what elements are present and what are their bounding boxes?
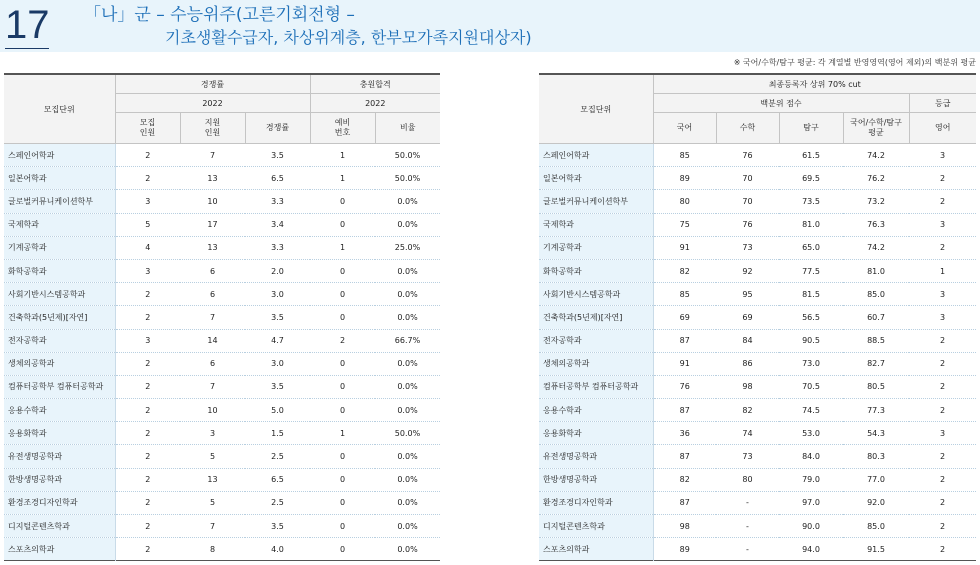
cell-kor: 91	[653, 236, 716, 259]
cell-wait: 0	[310, 352, 375, 375]
dept-header: 모집단위	[4, 74, 115, 144]
cell-inq: 70.5	[779, 375, 843, 398]
cell-wait: 0	[310, 283, 375, 306]
cell-kor: 87	[653, 445, 716, 468]
dept-name: 스포츠의학과	[539, 538, 653, 561]
table-row	[539, 329, 976, 352]
cell-math: 73	[716, 445, 779, 468]
cell-recruit: 4	[115, 236, 180, 259]
cell-math: 92	[716, 259, 779, 282]
group-competition: 경쟁률	[115, 74, 310, 94]
cell-apply: 6	[180, 352, 245, 375]
cell-ratio: 0.0%	[375, 445, 440, 468]
cell-kor: 82	[653, 468, 716, 491]
table-row	[4, 144, 440, 167]
table-row	[539, 144, 976, 167]
cell-ratio: 50.0%	[375, 167, 440, 190]
cell-avg: 80.3	[843, 445, 909, 468]
cell-inq: 74.5	[779, 399, 843, 422]
cell-avg: 76.2	[843, 167, 909, 190]
cell-math: 86	[716, 352, 779, 375]
cell-kor: 91	[653, 352, 716, 375]
cell-ratio: 0.0%	[375, 259, 440, 282]
cell-inq: 90.5	[779, 329, 843, 352]
cell-recruit: 2	[115, 306, 180, 329]
cell-kor: 98	[653, 515, 716, 538]
cell-math: -	[716, 515, 779, 538]
dept-name: 한방생명공학과	[4, 468, 115, 491]
table-row	[539, 259, 976, 282]
cell-eng: 2	[909, 538, 976, 561]
cell-math: -	[716, 538, 779, 561]
cell-rate: 4.7	[245, 329, 310, 352]
cell-ratio: 0.0%	[375, 283, 440, 306]
cell-eng: 2	[909, 468, 976, 491]
cell-inq: 65.0	[779, 236, 843, 259]
col-recruit: 모집 인원	[115, 113, 180, 144]
cell-apply: 6	[180, 283, 245, 306]
table-row	[539, 167, 976, 190]
cell-ratio: 25.0%	[375, 236, 440, 259]
col-average: 국어/수학/탐구 평균	[843, 113, 909, 144]
cell-wait: 0	[310, 445, 375, 468]
cell-rate: 3.5	[245, 375, 310, 398]
cell-ratio: 0.0%	[375, 399, 440, 422]
cell-wait: 0	[310, 399, 375, 422]
cell-rate: 4.0	[245, 538, 310, 561]
table-row	[539, 422, 976, 445]
col-korean: 국어	[653, 113, 716, 144]
dept-name: 일본어학과	[539, 167, 653, 190]
cell-recruit: 2	[115, 283, 180, 306]
group-top70-cut: 최종등록자 상위 70% cut	[653, 74, 976, 94]
cell-eng: 2	[909, 445, 976, 468]
dept-name: 전자공학과	[539, 329, 653, 352]
cell-kor: 85	[653, 144, 716, 167]
dept-name: 컴퓨터공학부 컴퓨터공학과	[539, 375, 653, 398]
table-row	[4, 329, 440, 352]
cell-inq: 90.0	[779, 515, 843, 538]
dept-name: 기계공학과	[4, 236, 115, 259]
cell-avg: 92.0	[843, 491, 909, 514]
table-row	[4, 306, 440, 329]
table-row	[4, 538, 440, 561]
dept-name: 스페인어학과	[4, 144, 115, 167]
cell-wait: 0	[310, 259, 375, 282]
sub-grade: 등급	[909, 94, 976, 113]
group-additional-admission: 충원합격	[310, 74, 440, 94]
cell-eng: 2	[909, 515, 976, 538]
table-row	[4, 213, 440, 236]
cell-avg: 91.5	[843, 538, 909, 561]
cell-rate: 6.5	[245, 468, 310, 491]
cell-math: 76	[716, 213, 779, 236]
table-row	[4, 491, 440, 514]
cell-recruit: 2	[115, 445, 180, 468]
cell-avg: 74.2	[843, 236, 909, 259]
cell-apply: 13	[180, 236, 245, 259]
dept-name: 국제학과	[539, 213, 653, 236]
table-row	[539, 352, 976, 375]
cell-rate: 3.5	[245, 306, 310, 329]
cell-wait: 0	[310, 468, 375, 491]
cell-kor: 89	[653, 167, 716, 190]
cell-inq: 69.5	[779, 167, 843, 190]
cell-kor: 85	[653, 283, 716, 306]
cell-avg: 82.7	[843, 352, 909, 375]
table-row	[539, 190, 976, 213]
cell-wait: 2	[310, 329, 375, 352]
table-row	[4, 236, 440, 259]
cell-wait: 1	[310, 144, 375, 167]
cell-eng: 2	[909, 352, 976, 375]
cell-ratio: 66.7%	[375, 329, 440, 352]
table-row	[4, 468, 440, 491]
cell-inq: 73.0	[779, 352, 843, 375]
cell-eng: 2	[909, 491, 976, 514]
col-math: 수학	[716, 113, 779, 144]
dept-name: 화학공학과	[539, 259, 653, 282]
cell-eng: 3	[909, 306, 976, 329]
cell-rate: 2.5	[245, 491, 310, 514]
cell-avg: 54.3	[843, 422, 909, 445]
cell-math: 82	[716, 399, 779, 422]
cell-math: 70	[716, 167, 779, 190]
cell-kor: 89	[653, 538, 716, 561]
dept-name: 응용화학과	[539, 422, 653, 445]
cell-wait: 0	[310, 538, 375, 561]
dept-name: 생체의공학과	[539, 352, 653, 375]
cell-math: 70	[716, 190, 779, 213]
dept-name: 디지털콘텐츠학과	[4, 515, 115, 538]
cell-eng: 3	[909, 144, 976, 167]
cell-eng: 2	[909, 190, 976, 213]
cell-inq: 56.5	[779, 306, 843, 329]
cell-recruit: 2	[115, 468, 180, 491]
cell-ratio: 0.0%	[375, 468, 440, 491]
cell-ratio: 0.0%	[375, 306, 440, 329]
cell-inq: 77.5	[779, 259, 843, 282]
cell-wait: 1	[310, 236, 375, 259]
cell-rate: 3.0	[245, 352, 310, 375]
cell-avg: 80.5	[843, 375, 909, 398]
cell-apply: 7	[180, 375, 245, 398]
cell-recruit: 2	[115, 491, 180, 514]
col-ratio: 비율	[375, 113, 440, 144]
table-row	[4, 375, 440, 398]
cell-recruit: 3	[115, 190, 180, 213]
cell-math: -	[716, 491, 779, 514]
table-row	[539, 515, 976, 538]
cell-inq: 81.5	[779, 283, 843, 306]
dept-name: 응용화학과	[4, 422, 115, 445]
cell-apply: 7	[180, 306, 245, 329]
cell-avg: 60.7	[843, 306, 909, 329]
cell-apply: 5	[180, 491, 245, 514]
cell-rate: 3.4	[245, 213, 310, 236]
page-header	[0, 0, 980, 52]
cell-wait: 1	[310, 167, 375, 190]
cell-wait: 1	[310, 422, 375, 445]
table-row	[539, 538, 976, 561]
table-row	[539, 283, 976, 306]
cell-eng: 2	[909, 375, 976, 398]
cell-avg: 85.0	[843, 515, 909, 538]
page-number: 17	[5, 3, 50, 47]
cell-math: 76	[716, 144, 779, 167]
dept-name: 한방생명공학과	[539, 468, 653, 491]
cell-ratio: 0.0%	[375, 515, 440, 538]
table-row	[4, 399, 440, 422]
cell-eng: 1	[909, 259, 976, 282]
dept-name: 스포츠의학과	[4, 538, 115, 561]
cell-avg: 77.0	[843, 468, 909, 491]
cell-rate: 2.5	[245, 445, 310, 468]
dept-name: 유전생명공학과	[539, 445, 653, 468]
dept-name: 컴퓨터공학부 컴퓨터공학과	[4, 375, 115, 398]
page-title-line2: 기초생활수급자, 차상위계층, 한부모가족지원대상자)	[165, 28, 532, 47]
cell-inq: 53.0	[779, 422, 843, 445]
table-row	[4, 167, 440, 190]
cell-kor: 36	[653, 422, 716, 445]
cell-recruit: 2	[115, 538, 180, 561]
cell-recruit: 2	[115, 167, 180, 190]
cell-kor: 76	[653, 375, 716, 398]
table-row	[4, 422, 440, 445]
cell-avg: 74.2	[843, 144, 909, 167]
cell-ratio: 0.0%	[375, 213, 440, 236]
cell-avg: 81.0	[843, 259, 909, 282]
cell-kor: 87	[653, 491, 716, 514]
year-competition: 2022	[115, 94, 310, 113]
table-row	[4, 283, 440, 306]
cell-apply: 8	[180, 538, 245, 561]
cell-apply: 7	[180, 144, 245, 167]
cell-math: 95	[716, 283, 779, 306]
cell-eng: 3	[909, 422, 976, 445]
cell-eng: 3	[909, 283, 976, 306]
cell-ratio: 0.0%	[375, 352, 440, 375]
cell-kor: 87	[653, 399, 716, 422]
cell-apply: 5	[180, 445, 245, 468]
cell-rate: 3.3	[245, 236, 310, 259]
cell-rate: 5.0	[245, 399, 310, 422]
cell-rate: 6.5	[245, 167, 310, 190]
table-row	[4, 445, 440, 468]
table-row	[539, 375, 976, 398]
table-row	[4, 515, 440, 538]
col-waitlist: 예비 번호	[310, 113, 375, 144]
cell-math: 74	[716, 422, 779, 445]
score-cut-table	[539, 73, 976, 561]
cell-recruit: 3	[115, 259, 180, 282]
cell-ratio: 0.0%	[375, 491, 440, 514]
table-row	[4, 190, 440, 213]
dept-name: 생체의공학과	[4, 352, 115, 375]
cell-inq: 61.5	[779, 144, 843, 167]
year-additional: 2022	[310, 94, 440, 113]
cell-wait: 0	[310, 190, 375, 213]
dept-name: 사회기반시스템공학과	[539, 283, 653, 306]
table-row	[539, 213, 976, 236]
col-apply: 지원 인원	[180, 113, 245, 144]
cell-kor: 80	[653, 190, 716, 213]
dept-header: 모집단위	[539, 74, 653, 144]
cell-recruit: 2	[115, 515, 180, 538]
cell-inq: 97.0	[779, 491, 843, 514]
table-row	[539, 399, 976, 422]
dept-name: 화학공학과	[4, 259, 115, 282]
competition-table	[4, 73, 440, 561]
cell-ratio: 50.0%	[375, 422, 440, 445]
cell-recruit: 3	[115, 329, 180, 352]
table-row	[539, 306, 976, 329]
cell-math: 69	[716, 306, 779, 329]
cell-rate: 3.5	[245, 515, 310, 538]
cell-recruit: 2	[115, 352, 180, 375]
cell-wait: 0	[310, 491, 375, 514]
cell-recruit: 2	[115, 399, 180, 422]
table-row	[539, 468, 976, 491]
dept-name: 응용수학과	[4, 399, 115, 422]
dept-name: 스페인어학과	[539, 144, 653, 167]
table-row	[4, 352, 440, 375]
cell-recruit: 2	[115, 422, 180, 445]
cell-inq: 79.0	[779, 468, 843, 491]
cell-inq: 73.5	[779, 190, 843, 213]
sub-percentile: 백분위 점수	[653, 94, 909, 113]
dept-name: 전자공학과	[4, 329, 115, 352]
cell-rate: 1.5	[245, 422, 310, 445]
cell-ratio: 0.0%	[375, 190, 440, 213]
cell-avg: 73.2	[843, 190, 909, 213]
cell-apply: 3	[180, 422, 245, 445]
cell-apply: 14	[180, 329, 245, 352]
table-row	[4, 259, 440, 282]
cell-recruit: 5	[115, 213, 180, 236]
col-rate: 경쟁률	[245, 113, 310, 144]
cell-apply: 10	[180, 399, 245, 422]
table-row	[539, 236, 976, 259]
cell-apply: 6	[180, 259, 245, 282]
dept-name: 국제학과	[4, 213, 115, 236]
table-row	[539, 491, 976, 514]
cell-kor: 82	[653, 259, 716, 282]
cell-inq: 84.0	[779, 445, 843, 468]
cell-rate: 3.0	[245, 283, 310, 306]
cell-math: 80	[716, 468, 779, 491]
cell-wait: 0	[310, 213, 375, 236]
dept-name: 유전생명공학과	[4, 445, 115, 468]
page-title-line1: 「나」군 – 수능위주(고른기회전형 –	[84, 5, 355, 25]
cell-avg: 85.0	[843, 283, 909, 306]
cell-apply: 13	[180, 167, 245, 190]
cell-eng: 2	[909, 399, 976, 422]
dept-name: 환경조경디자인학과	[4, 491, 115, 514]
dept-name: 기계공학과	[539, 236, 653, 259]
cell-eng: 2	[909, 329, 976, 352]
cell-inq: 94.0	[779, 538, 843, 561]
footnote: ※ 국어/수학/탐구 평균: 각 계열별 반영영역(영어 제외)의 백분위 평균	[733, 58, 976, 67]
dept-name: 일본어학과	[4, 167, 115, 190]
cell-wait: 0	[310, 375, 375, 398]
cell-avg: 77.3	[843, 399, 909, 422]
cell-rate: 3.3	[245, 190, 310, 213]
cell-apply: 13	[180, 468, 245, 491]
dept-name: 디지털콘텐츠학과	[539, 515, 653, 538]
cell-apply: 10	[180, 190, 245, 213]
table-row	[539, 445, 976, 468]
dept-name: 글로벌커뮤니케이션학부	[4, 190, 115, 213]
cell-rate: 3.5	[245, 144, 310, 167]
col-english: 영어	[909, 113, 976, 144]
dept-name: 응용수학과	[539, 399, 653, 422]
cell-math: 84	[716, 329, 779, 352]
dept-name: 건축학과(5년제)[자연]	[4, 306, 115, 329]
cell-inq: 81.0	[779, 213, 843, 236]
cell-wait: 0	[310, 306, 375, 329]
cell-eng: 3	[909, 213, 976, 236]
cell-eng: 2	[909, 236, 976, 259]
cell-eng: 2	[909, 167, 976, 190]
cell-ratio: 0.0%	[375, 538, 440, 561]
dept-name: 건축학과(5년제)[자연]	[539, 306, 653, 329]
dept-name: 환경조경디자인학과	[539, 491, 653, 514]
dept-name: 사회기반시스템공학과	[4, 283, 115, 306]
cell-wait: 0	[310, 515, 375, 538]
cell-apply: 17	[180, 213, 245, 236]
dept-name: 글로벌커뮤니케이션학부	[539, 190, 653, 213]
cell-kor: 69	[653, 306, 716, 329]
cell-recruit: 2	[115, 375, 180, 398]
cell-kor: 87	[653, 329, 716, 352]
cell-math: 98	[716, 375, 779, 398]
cell-rate: 2.0	[245, 259, 310, 282]
cell-ratio: 0.0%	[375, 375, 440, 398]
cell-ratio: 50.0%	[375, 144, 440, 167]
cell-kor: 75	[653, 213, 716, 236]
cell-apply: 7	[180, 515, 245, 538]
col-inquiry: 탐구	[779, 113, 843, 144]
cell-recruit: 2	[115, 144, 180, 167]
cell-avg: 88.5	[843, 329, 909, 352]
cell-math: 73	[716, 236, 779, 259]
cell-avg: 76.3	[843, 213, 909, 236]
